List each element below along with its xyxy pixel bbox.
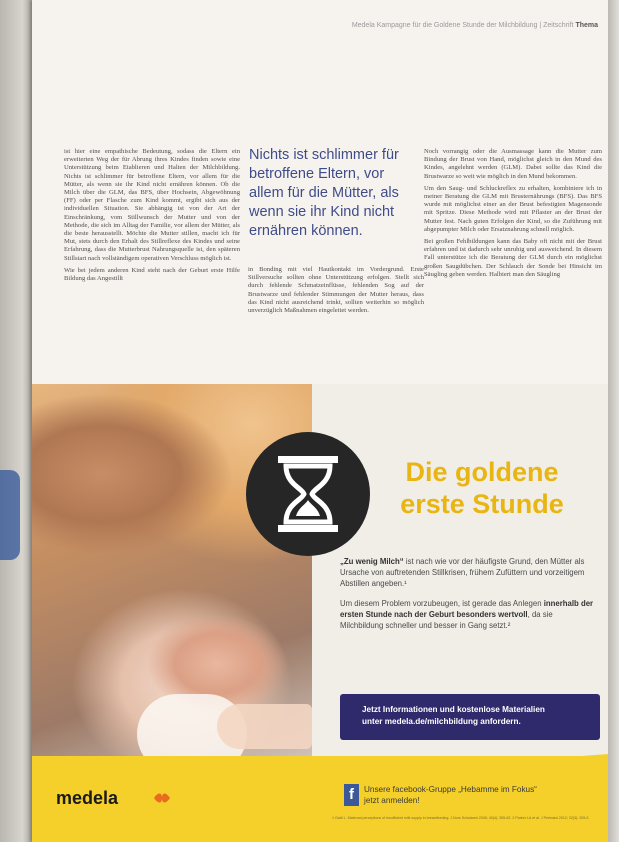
article-paragraph: in Bonding mit viel Hautkontakt im Vordergrund. Erste Stillversuche sollten ohne Unterstützung erfolgen. Stellt sich durch fehlende Schmatzeinflüsse, fehlenden Sog auf der Brustwarze und fehlender Stimmungen der Mutter heraus, dass das Kind nicht ausreichend trinkt, sollten weiterhin so möglich unverzüglich Maßnahmen eingeleitet werden. [248, 266, 424, 315]
article-column-2 [248, 266, 424, 319]
medela-logo-icon [152, 790, 172, 806]
section-label: Thema [575, 22, 598, 29]
pull-quote: Nichts ist schlimmer für betroffene Eltern, vor allem für die Mütter, als wenn sie ihr Kind nicht ernähren können. [249, 147, 399, 239]
ad-headline [372, 456, 592, 520]
medela-logo: medela [56, 788, 119, 808]
ad-paragraph-1 [340, 556, 598, 589]
photo-hand [217, 704, 312, 749]
cta-line-1: Jetzt Informationen und kostenlose Materialien [362, 705, 545, 714]
ad-headline-line2: erste Stunde [400, 489, 564, 519]
right-page-edge [608, 0, 619, 842]
left-page-blue-strip [0, 470, 20, 560]
running-header [340, 22, 598, 29]
ad-paragraph-2-start: Um diesem Problem vorzubeugen, ist gerade das Anlegen [340, 599, 544, 608]
running-title: Medela Kampagne für die Goldene Stunde der Milchbildung | Zeitschrift [351, 22, 574, 29]
facebook-line-2: jetzt anmelden! [364, 796, 420, 805]
ad-body [340, 556, 598, 640]
cta-box[interactable] [340, 694, 600, 740]
hourglass-icon [274, 454, 342, 534]
hourglass-badge [246, 432, 370, 556]
left-page-edge [0, 0, 32, 842]
ad-paragraph-1-text: ist nach wie vor der häufigste Grund, den Mütter als Ursache von auftretenden Stillkrisen, frühem Zufüttern und vorzeitigem Abstillen angeben.¹ [340, 557, 585, 588]
article-column-1 [64, 148, 240, 287]
facebook-icon[interactable]: f [344, 784, 359, 806]
ad-paragraph-2-bold: innerhalb der ersten Stunde nach der Geburt besonders wertvoll [340, 599, 594, 619]
article-paragraph: Wie bei jedem anderen Kind steht nach der Geburt erste Hilfe Bildung das Angestillt [64, 266, 240, 283]
article-column-3 [424, 148, 602, 283]
medela-advertisement [32, 384, 608, 842]
cta-line-2: unter medela.de/milchbildung anfordern. [362, 717, 521, 726]
article-paragraph: ist hier eine empathische Bedeutung, sodass die Eltern ein erweiterten Weg der für Abrung ihres Kindes finden sowie eine Unterstützung beim Etablieren und Halten der Milchbildung. Nichts ist schlimmer für betroffene Eltern, vor allem für die Mütter, als wenn sie ihr Kind nicht ernähren können. Ob die Milch über die GLM, das BFS, über Hochsein, Abgewöhnung (FF) oder per Flasche zum Kind kommt, ergibt sich aus der individuellen Situation. Sie abhängig ist von der Art der Einschränkung, vom Stillwunsch der Mutter und von der Methode, die sich im Alltag der Familie, vor allem der Mütter, als die beste herausstellt. Möchte die Mutter stillen, macht ich für Mut, stets durch den Erhalt des Stillreflexe des Kindes und seine Erfahrung, dass die Mutterbrust Nahrungsquelle ist, den späteren Stillstart nach vollständigem operativen Verschluss möglich ist. [64, 148, 240, 262]
ad-fineprint: 1 Gatti L. Maternal perceptions of insufficient milk supply in breastfeeding. J Nurs Scholarsh 2008; 40(4): 355-63. 2 Parker LA et al. J Perinatol 2012; 32(3): 205-9. [332, 816, 590, 820]
facebook-line-1: Unsere facebook-Gruppe „Hebamme im Fokus“ [364, 785, 537, 794]
facebook-group-text[interactable] [364, 784, 584, 806]
breastfeeding-photo [32, 384, 312, 779]
ad-paragraph-2 [340, 598, 598, 631]
ad-paragraph-2-end: , da sie Milchbildung schneller und besser in Gang setzt.² [340, 610, 553, 630]
ad-lead-quote: „Zu wenig Milch“ [340, 557, 404, 566]
article-paragraph: Bei großen Fehlbildungen kann das Baby oft nicht mit der Brust erfahren und ist dadurch sehr unruhig und ausweichend. In diesem Fall unterstütze ich die Beratung der GLM durch ein möglichst großen Saugdübchen. Der Schlauch der Sonde bei Hinsicht im Säugling geben werden. Halbiert man den Säugling [424, 238, 602, 278]
article-paragraph: Noch vorrangig oder die Ausmassage kann die Mutter zum Bindung der Brust von Hand, möglichst gleich in den Mund des Kindes, angelehnt werden (GLM). Dabei sollte das Kind die Brustwarze so weit wie möglich in den Mund bekommen. [424, 148, 602, 180]
article-paragraph: Um den Saug- und Schluckreflex zu erhalten, kombiniere ich in meiner Beratung die GLM mit Brusternährungs (BFS). Das BFS wurde mit möglichst einer an der Brust befestigten Magensonde mit Spritze. Diese Methode wird mit Pflaster an der Brust der Mutter fest. Nach guten Erfolgen der Kind, so die Zuführung mit abgepumpter Milch oder Ersatznahrung schnell möglich. [424, 184, 602, 233]
ad-headline-line1: Die goldene [405, 457, 559, 487]
